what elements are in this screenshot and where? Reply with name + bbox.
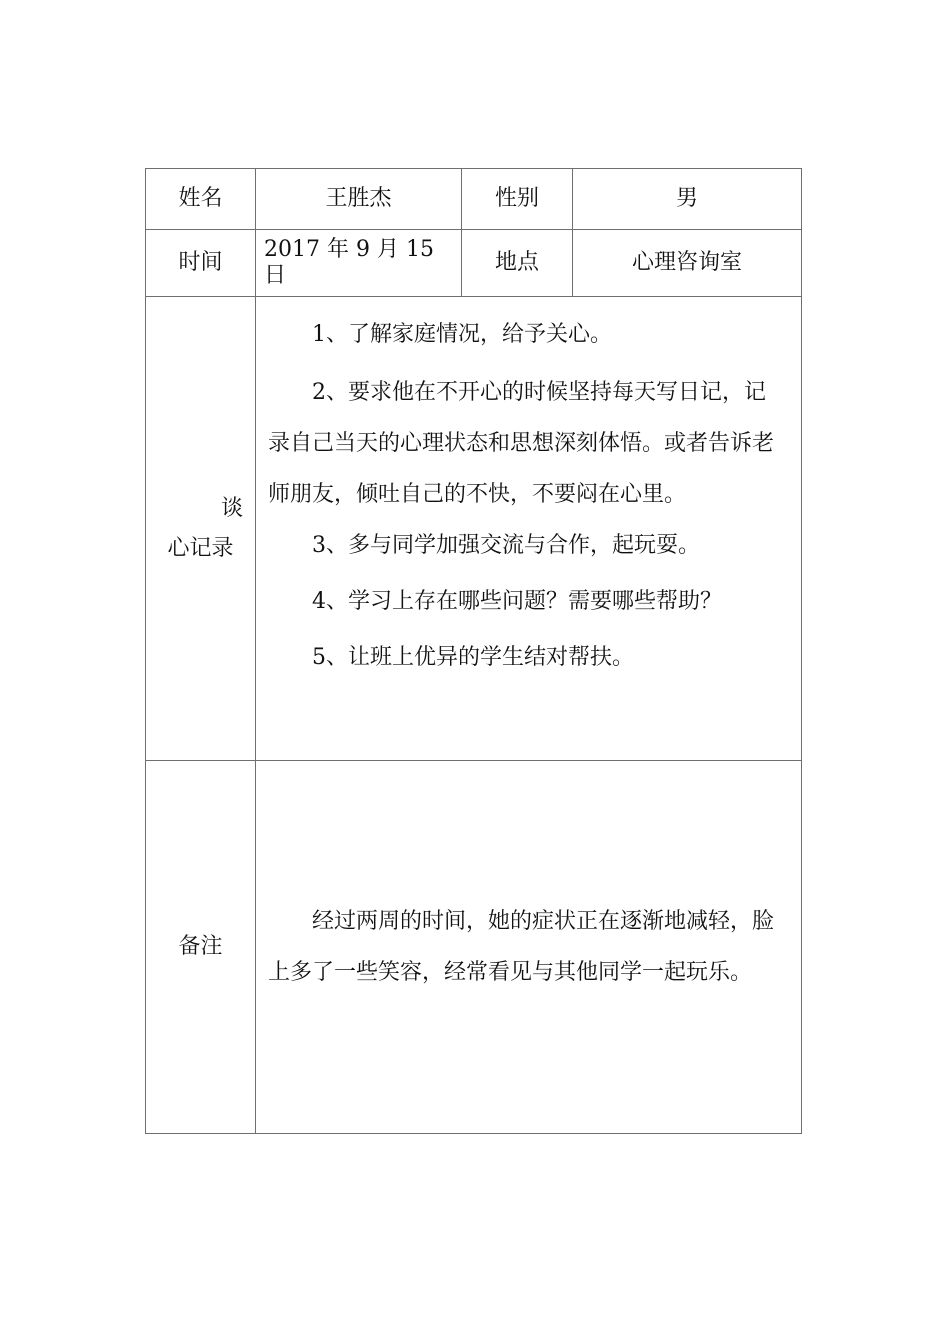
table-row-notes — [146, 761, 802, 1134]
record-item-1: 1、了解家庭情况，给予关心。 — [312, 322, 612, 347]
record-item-2: 2、要求他在不开心的时候坚持每天写日记，记录自己当天的心理状态和思想深刻体悟。或者告诉老师朋友，倾吐自己的不快，不要闷在心里。 — [268, 380, 775, 507]
record-label-part1: 谈 — [220, 495, 243, 521]
counseling-record-table — [145, 168, 802, 1134]
name-label: 姓名 — [146, 169, 256, 230]
table-row-name-gender — [146, 169, 802, 230]
gender-value: 男 — [573, 169, 802, 230]
notes-text: 经过两周的时间，她的症状正在逐渐地减轻，脸上多了一些笑容，经常看见与其他同学一起玩乐。 — [268, 909, 775, 985]
table-row-record — [146, 297, 802, 761]
record-item-5: 5、让班上优异的学生结对帮扶。 — [312, 645, 634, 670]
record-content — [256, 297, 802, 761]
record-item-3: 3、多与同学加强交流与合作，起玩耍。 — [312, 533, 700, 558]
place-label: 地点 — [462, 230, 573, 297]
name-value: 王胜杰 — [256, 169, 462, 230]
notes-content — [256, 761, 802, 1134]
table-row-time-place — [146, 230, 802, 297]
time-value: 2017 年 9 月 15 日 — [256, 230, 462, 297]
record-label — [146, 297, 256, 761]
time-label: 时间 — [146, 230, 256, 297]
gender-label: 性别 — [462, 169, 573, 230]
notes-label: 备注 — [146, 761, 256, 1134]
record-item-4: 4、学习上存在哪些问题？需要哪些帮助？ — [312, 589, 722, 614]
record-label-part2: 心记录 — [167, 535, 234, 561]
place-value: 心理咨询室 — [573, 230, 802, 297]
